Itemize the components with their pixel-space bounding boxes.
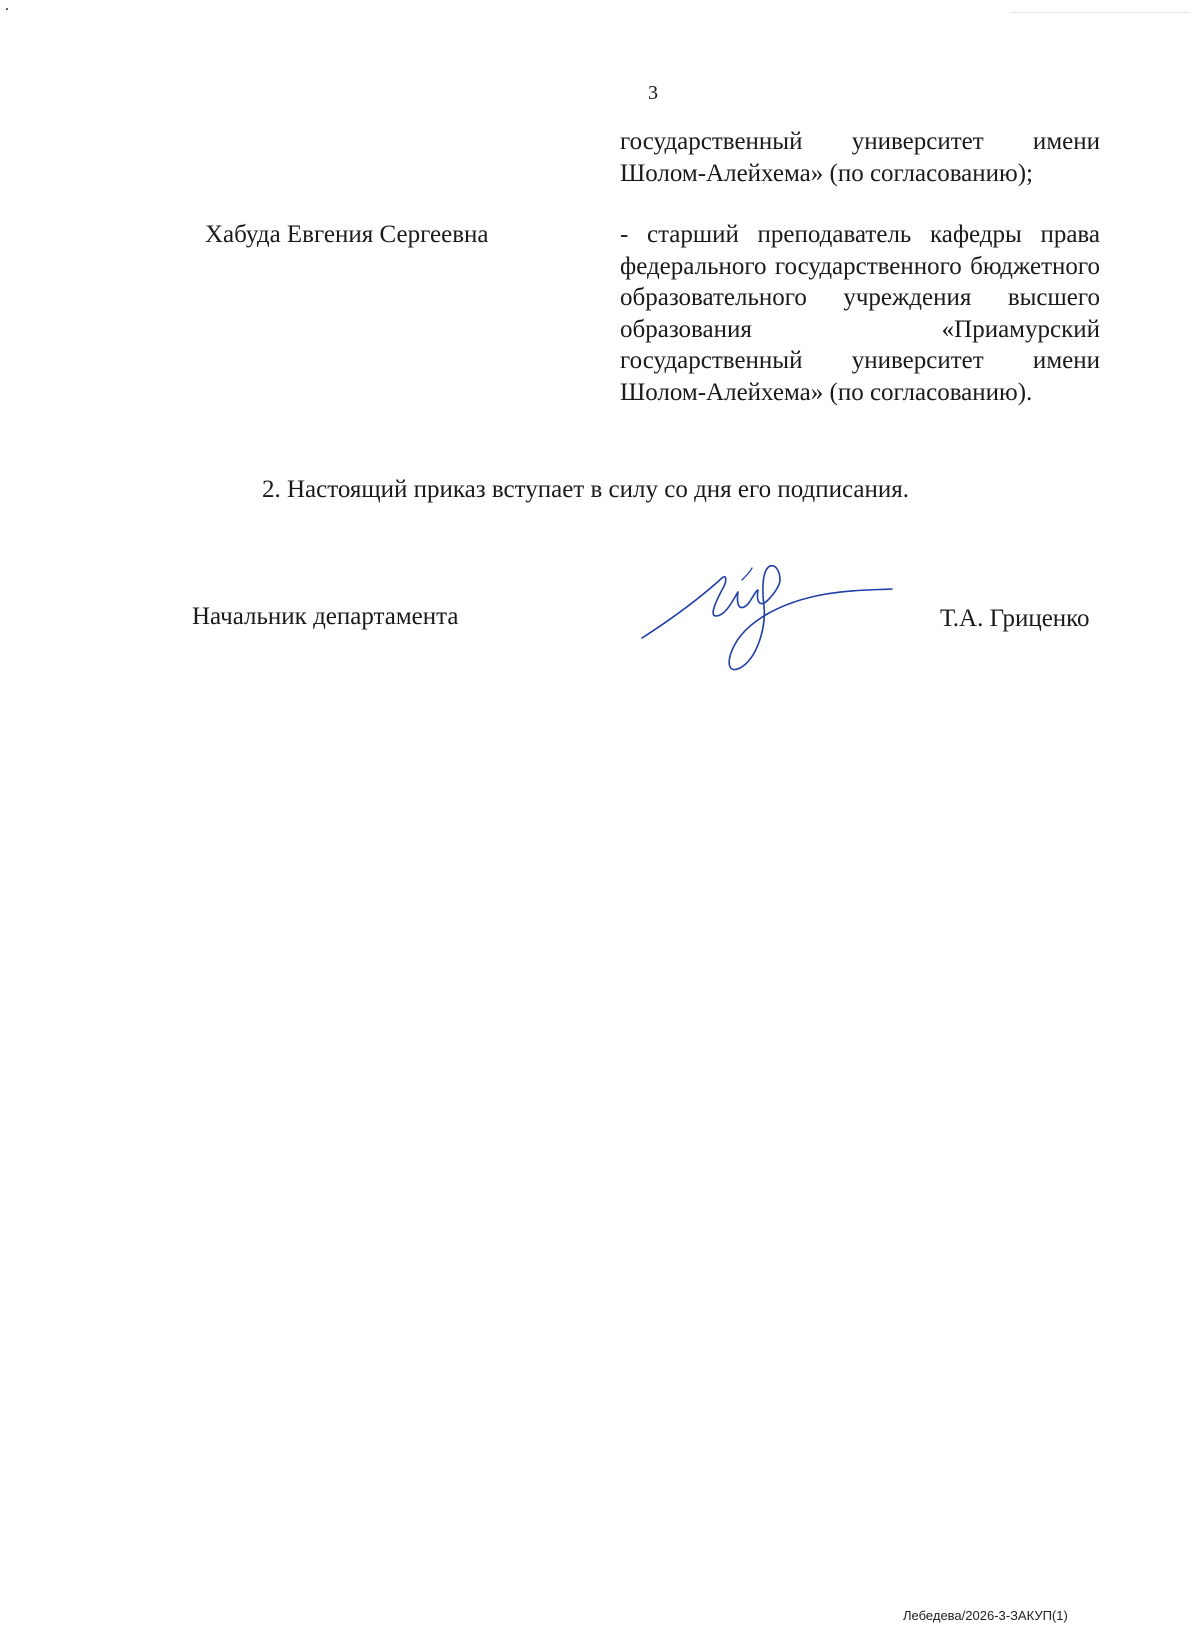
handwritten-signature [630, 550, 910, 680]
footer-reference: Лебедева/2026-3-ЗАКУП(1) [903, 1608, 1068, 1623]
scan-artifact-line [1010, 12, 1190, 13]
page-number: 3 [648, 82, 658, 104]
continuation-text: государственный университет имени Шолом-Алейхема» (по согласованию); [620, 128, 1100, 187]
signer-name: Т.А. Гриценко [940, 605, 1090, 632]
scan-artifact [6, 8, 8, 10]
signer-title: Начальник департамента [192, 603, 459, 630]
member-name: Хабуда Евгения Сергеевна [205, 221, 489, 248]
clause-2: 2. Настоящий приказ вступает в силу со дня его подписания. [262, 476, 910, 503]
member-description: - старший преподаватель кафедры права федерального государственного бюджетного образовательного учреждения высшего образования «Приамурский государственный университет имени Шолом-Алейхема» (по согласованию). [620, 221, 1100, 406]
